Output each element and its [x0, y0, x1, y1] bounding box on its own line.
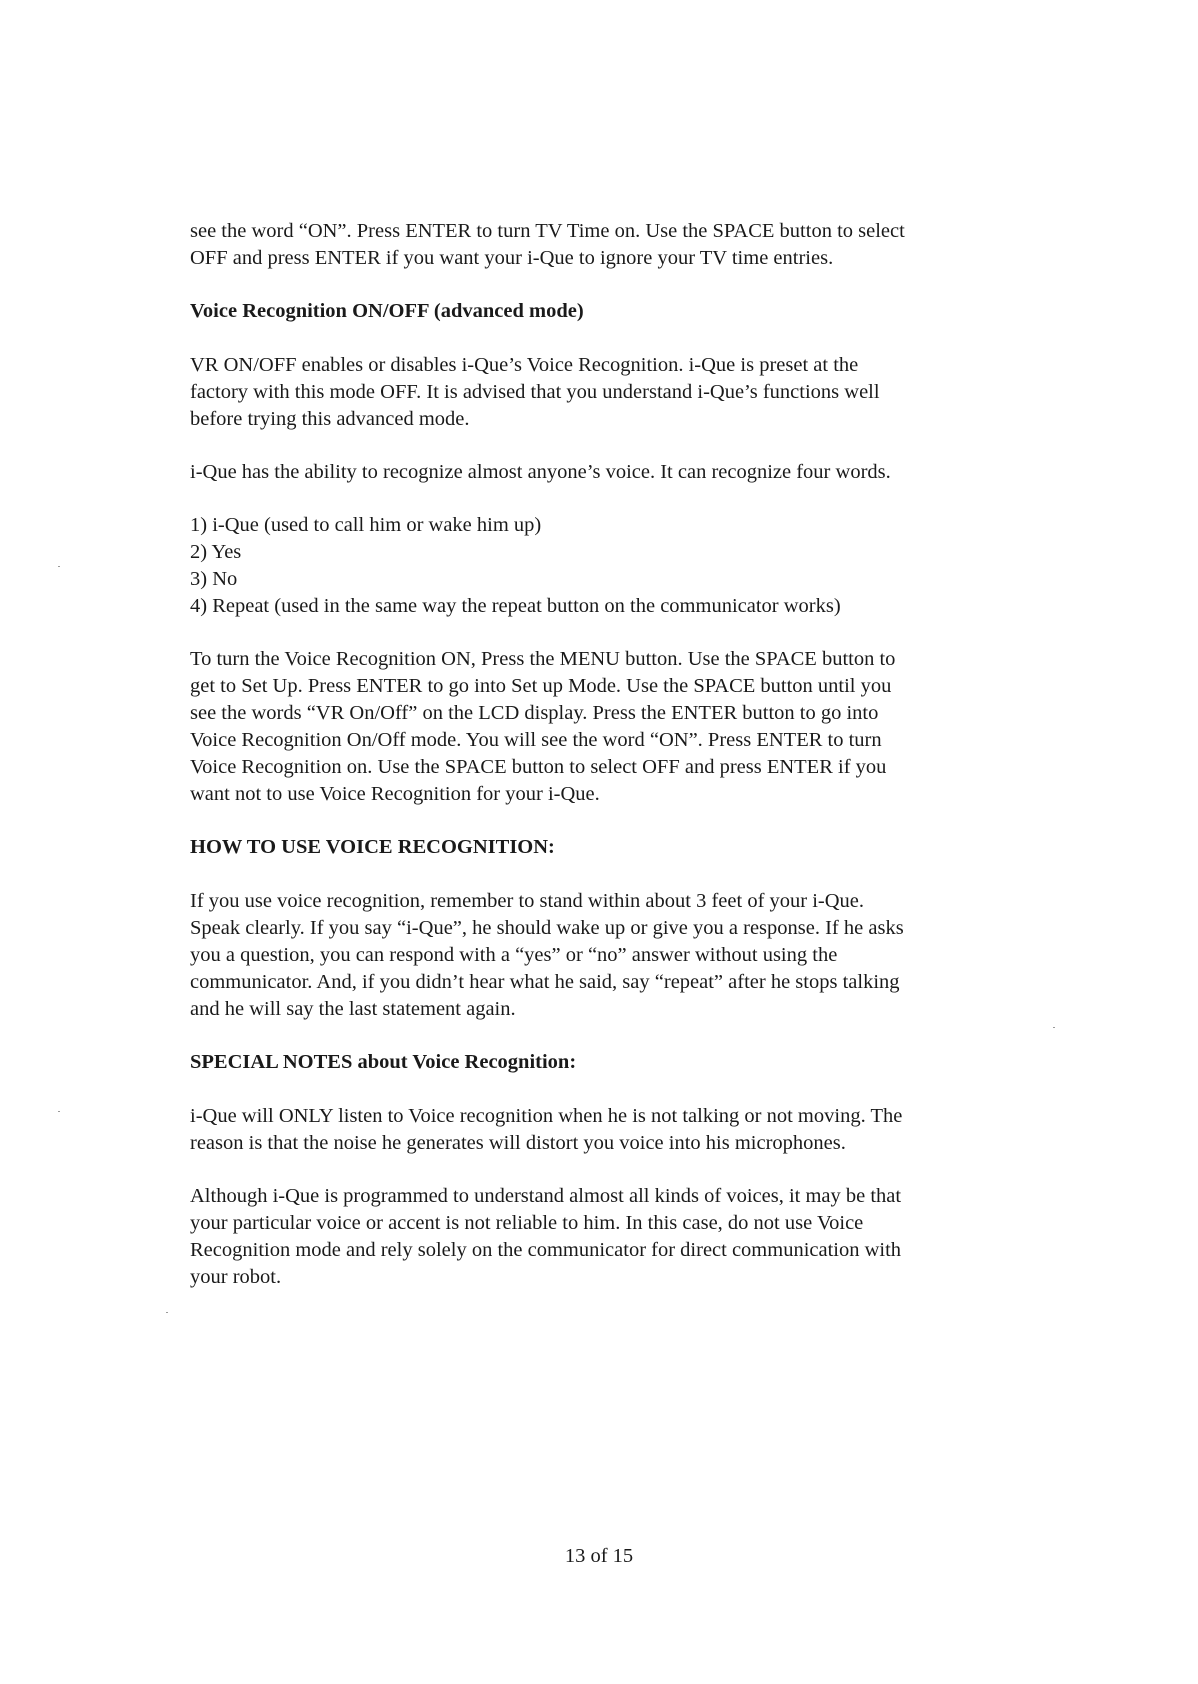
- word-list: [190, 512, 1050, 620]
- paragraph-turn-on-instructions: To turn the Voice Recognition ON, Press the MENU button. Use the SPACE button to get to Set Up. Press ENTER to go into Set up Mode. Use the SPACE button until you see the words “VR On/Off” on the LCD display. Press the ENTER button to go into Voice Recognition On/Off mode. You will see the word “ON”. Press ENTER to turn Voice Recognition on. Use the SPACE button to select OFF and press ENTER if you want not to use Voice Recognition for your i-Que.: [190, 648, 896, 805]
- scan-speck: [58, 566, 60, 567]
- page-number: 13 of 15: [564, 1545, 634, 1567]
- paragraph-listen-conditions: i-Que will ONLY listen to Voice recognition when he is not talking or not moving. The reason is that the noise he generates will distort you voice into his microphones.: [190, 1105, 903, 1154]
- document-body: [190, 218, 1050, 1317]
- list-item: 4) Repeat (used in the same way the repeat button on the communicator works): [190, 595, 841, 617]
- paragraph-how-to-use: If you use voice recognition, remember to stand within about 3 feet of your i-Que. Speak clearly. If you say “i-Que”, he should wake up or give you a response. If he asks you a question, you can respond with a “yes” or “no” answer without using the communicator. And, if you didn’t hear what he said, say “repeat” after he stops talking and he will say the last statement again.: [190, 890, 904, 1020]
- paragraph-recognize-words: i-Que has the ability to recognize almost anyone’s voice. It can recognize four words.: [190, 461, 891, 483]
- heading-how-to-use: HOW TO USE VOICE RECOGNITION:: [190, 836, 555, 858]
- paragraph-vr-description: VR ON/OFF enables or disables i-Que’s Voice Recognition. i-Que is preset at the factory with this mode OFF. It is advised that you understand i-Que’s functions well before trying this advanced mode.: [190, 354, 880, 430]
- scan-speck: [58, 1111, 60, 1112]
- heading-voice-recognition-onoff: Voice Recognition ON/OFF (advanced mode): [190, 300, 584, 322]
- paragraph-tv-time: see the word “ON”. Press ENTER to turn TV Time on. Use the SPACE button to select OFF and press ENTER if you want your i-Que to ignore your TV time entries.: [190, 220, 905, 269]
- heading-special-notes: SPECIAL NOTES about Voice Recognition:: [190, 1051, 577, 1073]
- list-item: 1) i-Que (used to call him or wake him up): [190, 514, 542, 536]
- paragraph-accent-note: Although i-Que is programmed to understand almost all kinds of voices, it may be that your particular voice or accent is not reliable to him. In this case, do not use Voice Recognition mode and rely solely on the communicator for direct communication with your robot.: [190, 1185, 902, 1288]
- list-item: 3) No: [190, 568, 238, 590]
- list-item: 2) Yes: [190, 541, 242, 563]
- scan-speck: [1053, 1027, 1055, 1028]
- scan-speck: [166, 1312, 168, 1313]
